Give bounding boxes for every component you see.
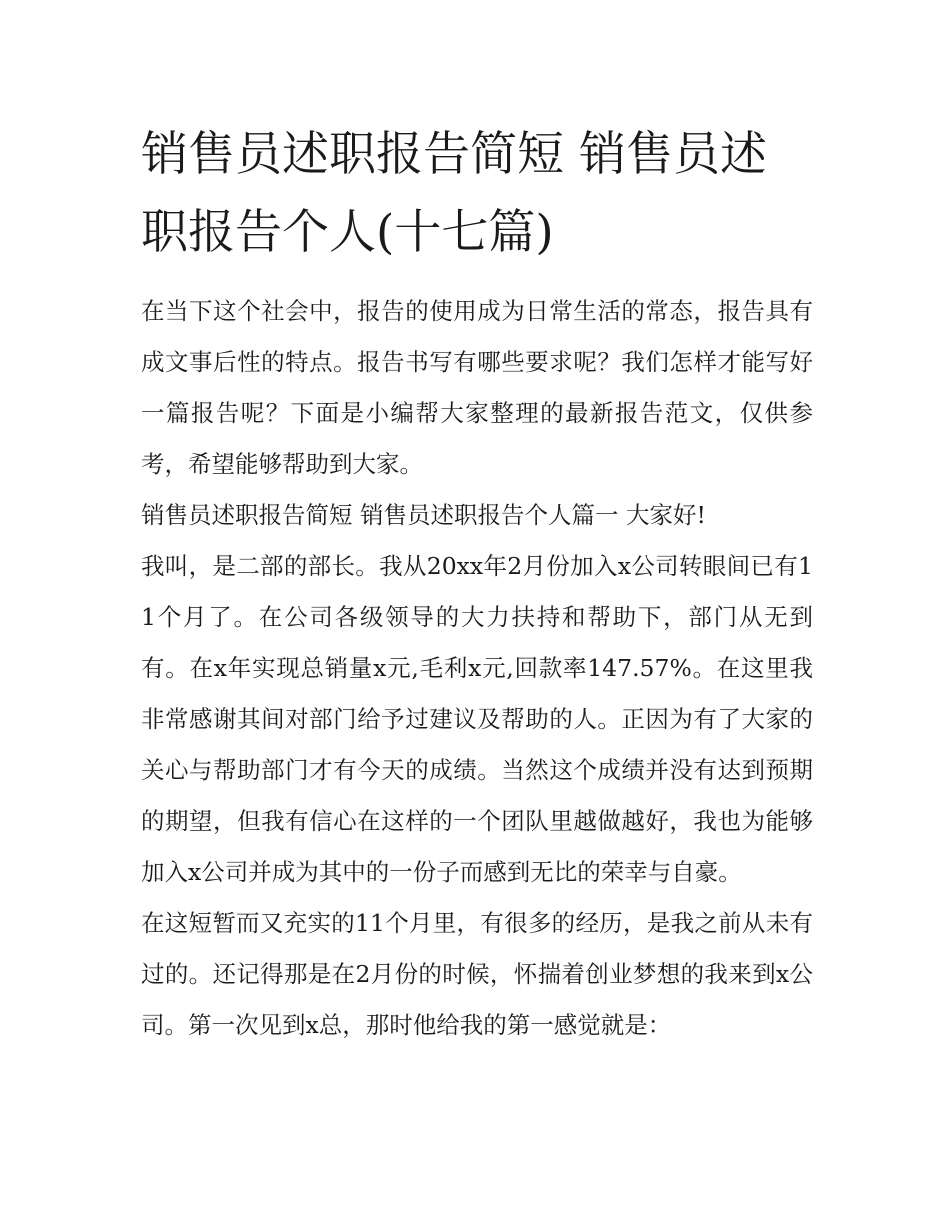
document-title: 销售员述职报告简短 销售员述职报告个人(十七篇) (141, 127, 767, 260)
section-heading-paragraph: 销售员述职报告简短 销售员述职报告个人篇一 大家好! (141, 501, 706, 529)
intro-paragraph: 在当下这个社会中，报告的使用成为日常生活的常态，报告具有成文事后性的特点。报告书写有哪些要求呢？我们怎样才能写好一篇报告呢？下面是小编帮大家整理的最新报告范文，仅供参考，希望能够帮助到大家。 (141, 297, 813, 478)
document-body (141, 116, 813, 1051)
body-paragraph-1: 我叫，是二部的部长。我从20xx年2月份加入x公司转眼间已有11个月了。在公司各级领导的大力扶持和帮助下，部门从无到有。在x年实现总销量x元,毛利x元,回款率147.57%。在这里我非常感谢其间对部门给予过建议及帮助的人。正因为有了大家的关心与帮助部门才有今天的成绩。当然这个成绩并没有达到预期的期望，但我有信心在这样的一个团队里越做越好，我也为能够加入x公司并成为其中的一份子而感到无比的荣幸与自豪。 (141, 552, 813, 886)
body-paragraph-2: 在这短暂而又充实的11个月里，有很多的经历，是我之前从未有过的。还记得那是在2月份的时候，怀揣着创业梦想的我来到x公司。第一次见到x总，那时他给我的第一感觉就是： (141, 909, 813, 1039)
